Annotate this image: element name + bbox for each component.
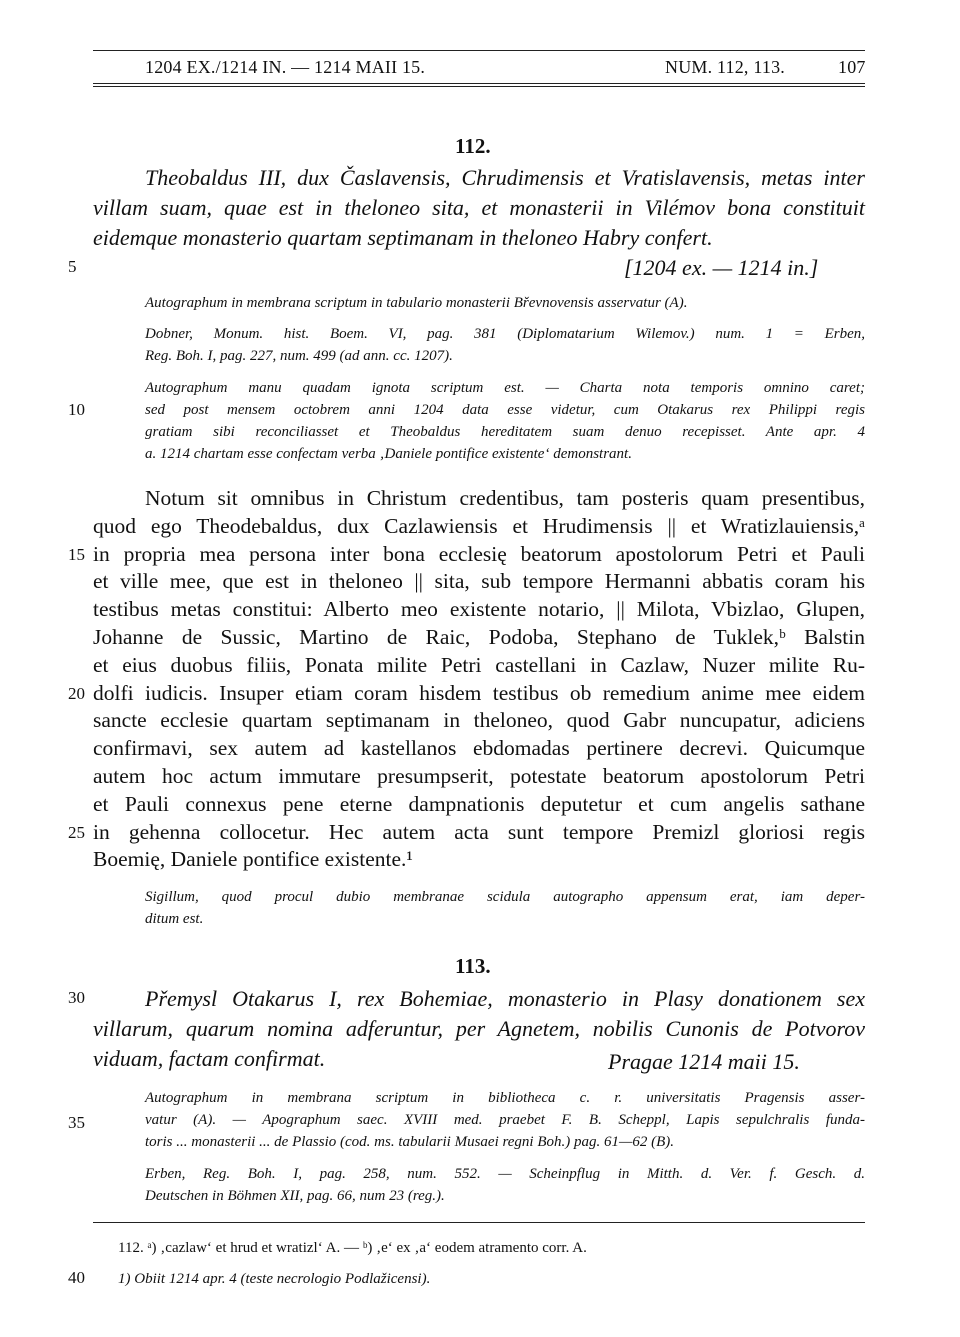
line-number: 5 [68, 257, 77, 276]
note-line: Autographum in membrana scriptum in tabulario monasterii Břevnovensis asservatur (A). [145, 295, 688, 311]
text-line: sancte ecclesie quartam septimanam in theloneo, quod Gabr nuncupatur, adiciens [93, 708, 865, 733]
text-line: Johanne de Sussic, Martino de Raic, Podoba, Stephano de Tuklek,ᵇ Balstin [93, 624, 865, 649]
doc-112-note-comment [145, 377, 865, 465]
line-number: 25 [68, 823, 85, 842]
note-line: vatur (A). — Apographum saec. XVIII med. praebet F. B. Scheppl, Lapis sepulchralis funda- [145, 1112, 865, 1128]
doc-112-date: [1204 ex. — 1214 in.] [624, 255, 819, 280]
running-head-left: 1204 EX./1214 IN. — 1214 MAII 15. [145, 57, 426, 77]
line-number: 10 [68, 400, 85, 419]
page-number: 107 [838, 57, 866, 77]
text-line: in propria mea persona inter bona ecclesię beatorum apostolorum Petri et Pauli [93, 541, 865, 566]
regest-line: Přemysl Otakarus I, rex Bohemiae, monasterio in Plasy donationem sex [145, 986, 865, 1011]
regest-line: viduam, factam confirmat. [93, 1046, 326, 1071]
note-line: Dobner, Monum. hist. Boem. VI, pag. 381 (Diplomatarium Wilemov.) num. 1 = Erben, [145, 326, 865, 342]
doc-112-note-editions [145, 323, 865, 367]
note-line: Reg. Boh. I, pag. 227, num. 499 (ad ann. cc. 1207). [145, 348, 453, 364]
text-line: in gehenna collocetur. Hec autem acta sunt tempore Premizl gloriosi regis [93, 819, 865, 844]
header-rule-bottom-1 [93, 83, 865, 84]
note-line: Erben, Reg. Boh. I, pag. 258, num. 552. — Scheinpflug in Mitth. d. Ver. f. Gesch. d. [145, 1166, 865, 1182]
text-line: Notum sit omnibus in Christum credentibus, tam posteris quam presentibus, [145, 486, 865, 510]
footnote-1: 1) Obiit 1214 apr. 4 (teste necrologio Podlažicensi). [118, 1271, 431, 1287]
text-line: autem hoc actum immutare presumpserit, potestate beatorum apostolorum Petri [93, 763, 865, 788]
text-line: quod ego Theodebaldus, dux Cazlawiensis et Hrudimensis || et Wratizlauiensis,ᵃ [93, 513, 865, 538]
note-line: Autographum manu quadam ignota scriptum est. — Charta nota temporis omnino caret; [145, 380, 865, 396]
doc-112-number: 112. [455, 134, 491, 158]
text-line: et ville mee, que est in theloneo || sita, sub tempore Hermanni abbatis coram his [93, 569, 865, 594]
doc-113-number: 113. [455, 954, 491, 978]
line-number: 35 [68, 1113, 85, 1132]
header-rule-top [93, 50, 865, 51]
running-head-center: NUM. 112, 113. [665, 57, 785, 77]
line-number: 30 [68, 988, 85, 1007]
footnote-rule [93, 1222, 865, 1223]
doc-112-seal-note [145, 886, 865, 930]
note-line: a. 1214 chartam esse confectam verba ‚Daniele pontifice existente‘ demonstrant. [145, 446, 632, 462]
line-number: 20 [68, 684, 85, 703]
regest-line: eidemque monasterio quartam septimanam in theloneo Habry confert. [93, 225, 713, 250]
note-line: ditum est. [145, 911, 204, 927]
doc-112-regest [93, 163, 865, 253]
doc-112-text [93, 485, 865, 874]
doc-113-note-editions [145, 1163, 865, 1207]
note-line: toris ... monasterii ... de Plassio (cod. ms. tabularii Musaei regni Boh.) pag. 61—62 (B). [145, 1134, 674, 1150]
text-line: et eius duobus filiis, Ponata milite Petri castellani in Cazlaw, Nuzer milite Ru- [93, 652, 865, 677]
line-number: 15 [68, 545, 85, 564]
note-line: sed post mensem octobrem anni 1204 data esse videtur, cum Otakarus rex Philippi regis [145, 402, 865, 418]
note-line: Sigillum, quod procul dubio membranae scidula autographo appensum erat, iam deper- [145, 889, 865, 905]
doc-112-note-autograph [145, 292, 865, 314]
regest-line: villarum, quarum nomina adferuntur, per Agnetem, nobilis Cunonis de Potvorov [93, 1016, 865, 1041]
text-line: confirmavi, sex autem ad kastellanos ebdomadas pertinere decrevi. Quicumque [93, 736, 865, 761]
footnote-112: 112. ᵃ) ‚cazlaw‘ et hrud et wratizl‘ A. — ᵇ) ‚e‘ ex ‚a‘ eodem atramento corr. A. [118, 1240, 587, 1256]
text-line: et Pauli connexus pene eterne dampnationis deputetur et cum angelis sathane [93, 791, 865, 816]
note-line: Autographum in membrana scriptum in bibliotheca c. r. universitatis Pragensis asser- [145, 1090, 865, 1106]
text-line: Boemię, Daniele pontifice existente.¹ [93, 847, 413, 872]
text-line: dolfi iudicis. Insuper etiam coram hisdem testibus ob remedium anime mee eidem [93, 680, 865, 705]
note-line: Deutschen in Böhmen XII, pag. 66, num 23 (reg.). [145, 1188, 445, 1204]
note-line: gratiam sibi reconciliasset et Theobaldus hereditatem suam denuo recepisset. Ante apr. 4 [145, 424, 865, 440]
line-number: 40 [68, 1268, 85, 1287]
header-rule-bottom-2 [93, 86, 865, 87]
doc-113-note-autograph [145, 1087, 865, 1153]
regest-line: villam suam, quae est in theloneo sita, et monasterii in Vilémov bona constituit [93, 195, 865, 220]
doc-113-date: Pragae 1214 maii 15. [608, 1049, 800, 1074]
regest-line: Theobaldus III, dux Časlavensis, Chrudimensis et Vratislavensis, metas inter [145, 165, 865, 190]
text-line: testibus metas constitui: Alberto meo existente notario, || Milota, Vbizlao, Glupen, [93, 597, 865, 622]
